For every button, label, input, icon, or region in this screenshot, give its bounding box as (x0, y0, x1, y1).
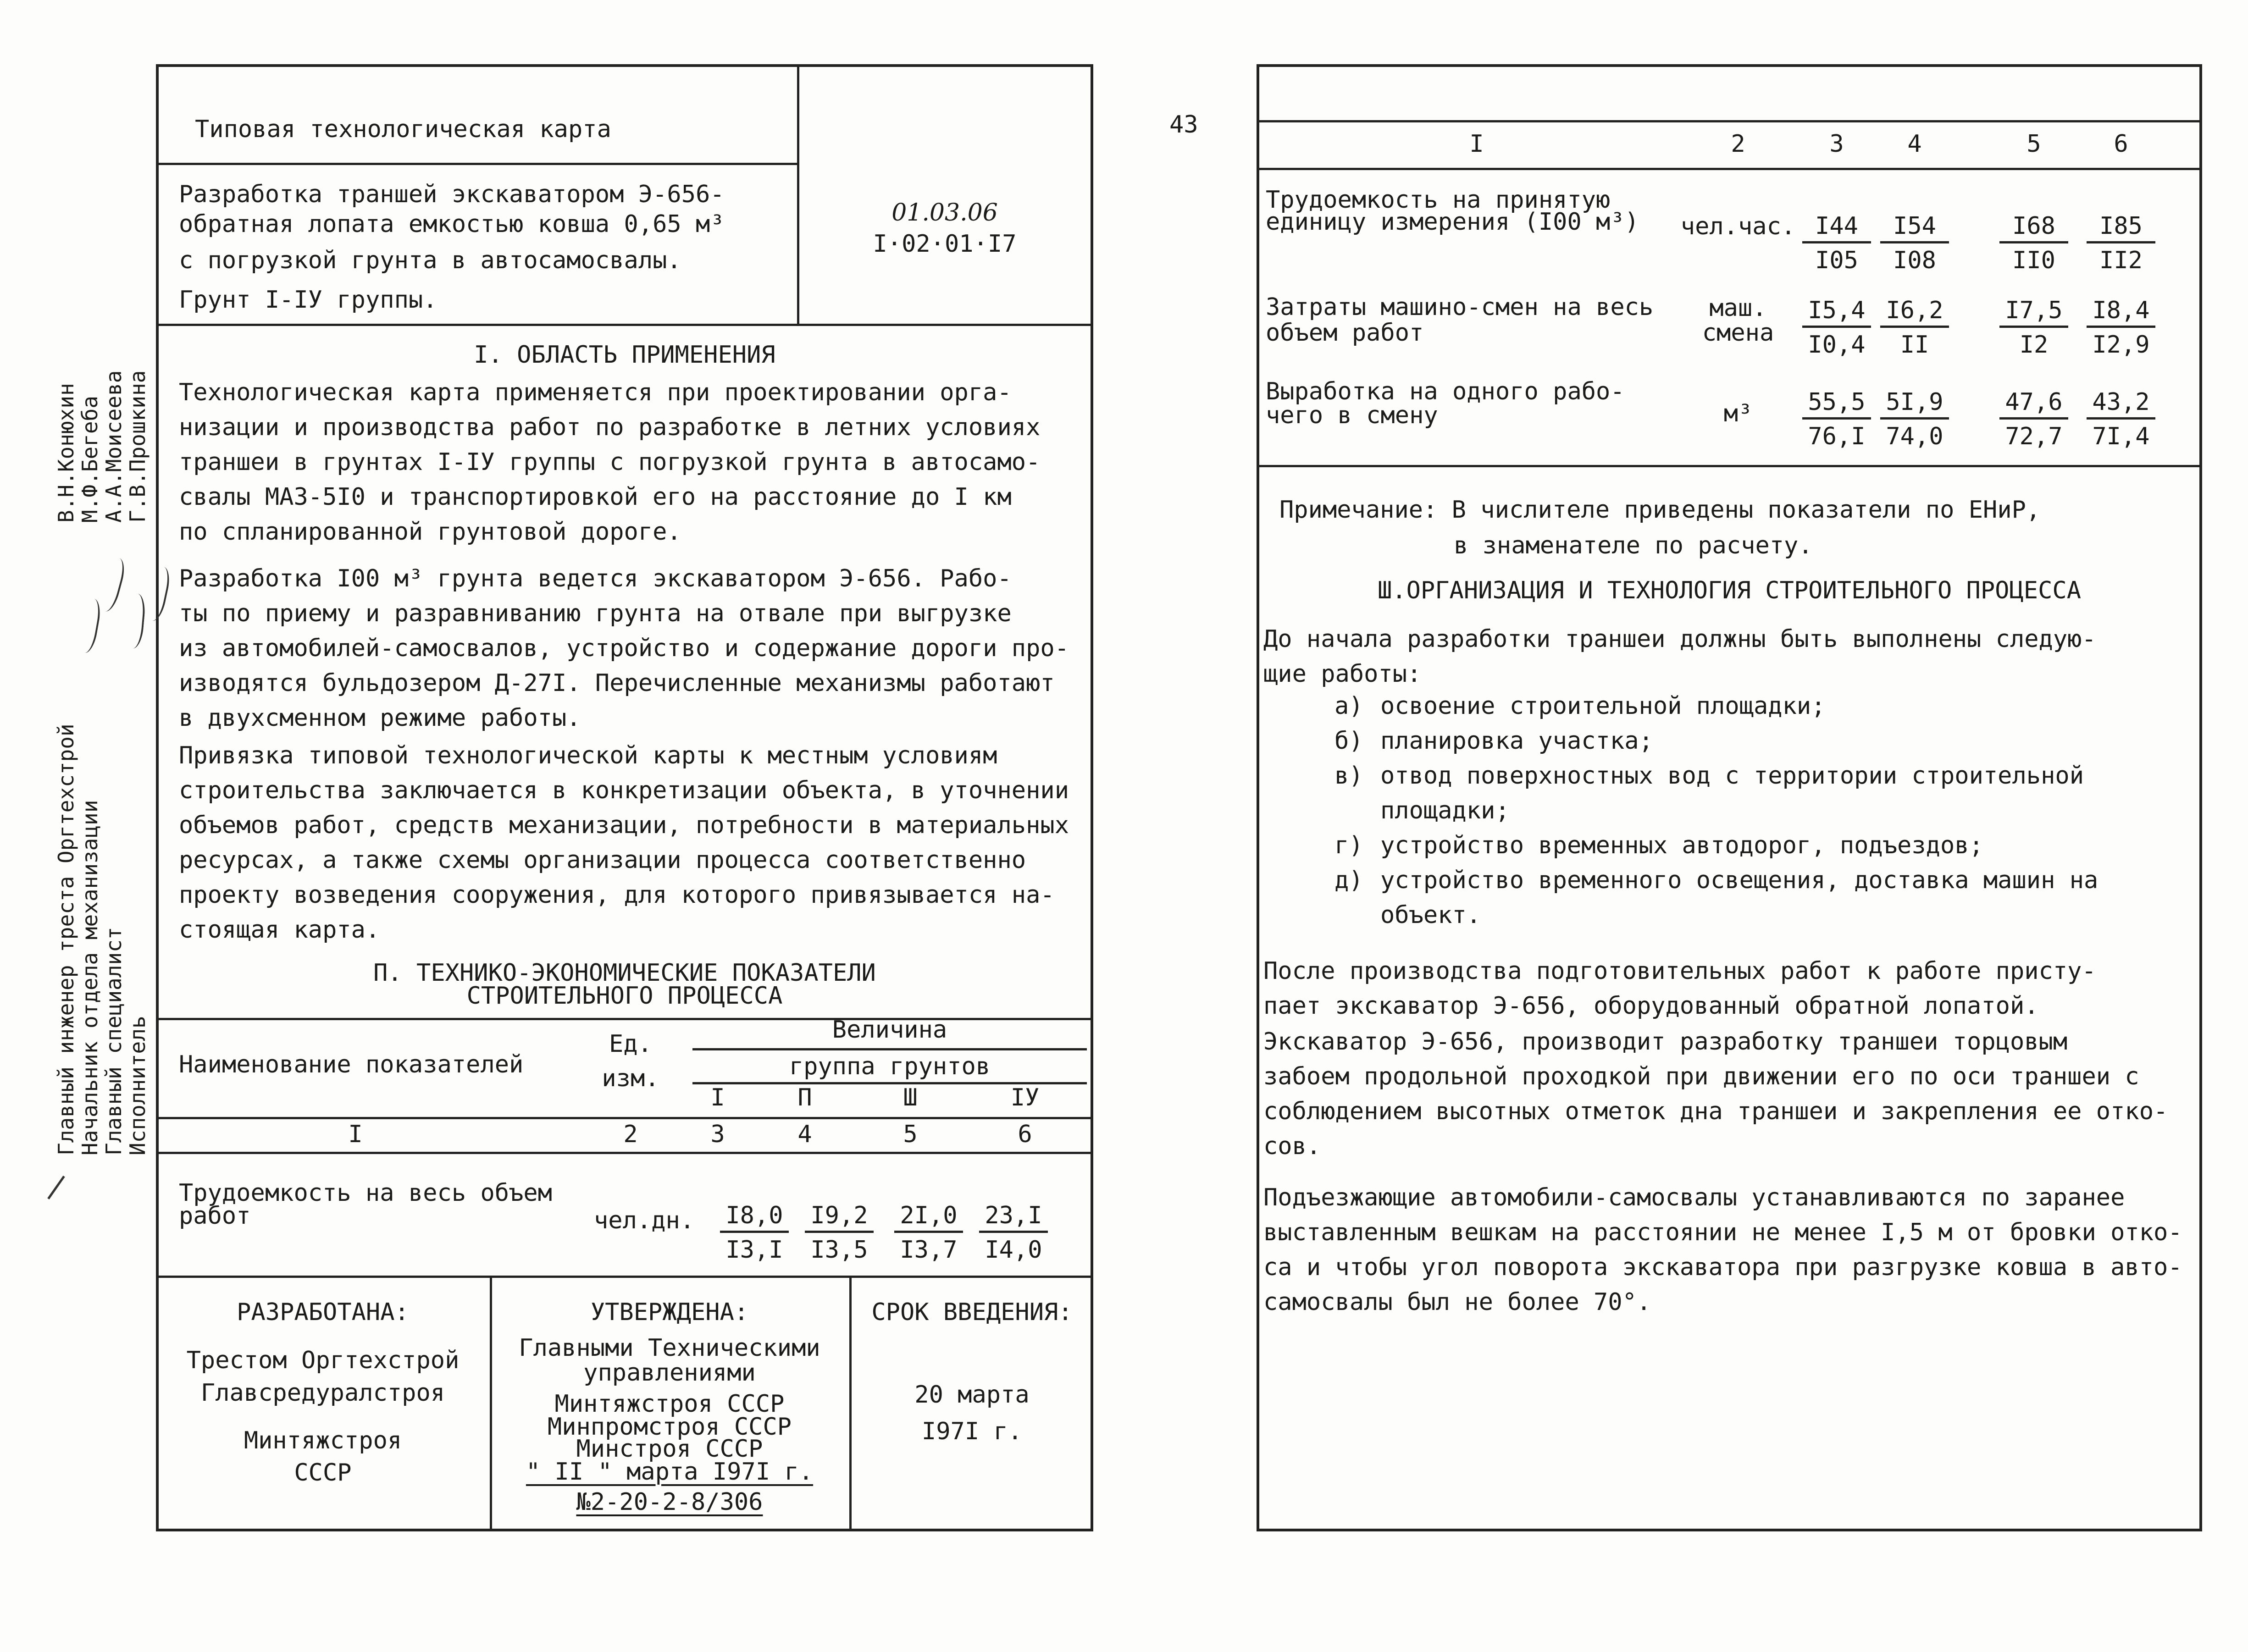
section-1-title: I. ОБЛАСТЬ ПРИМЕНЕНИЯ (474, 341, 775, 369)
list-item-b-mark: б) (1334, 727, 1363, 755)
signature-name-4: Г.В.Прошкина (125, 370, 150, 523)
table-1-col-num-4: 4 (797, 1121, 812, 1148)
table-2-row-2-name-2: объем работ (1266, 319, 1424, 347)
header-divider (797, 64, 799, 326)
approved-number: №2-20-2-8/306 (576, 1488, 763, 1516)
table-1-head-name: Наименование показателей (179, 1051, 524, 1078)
table-2-col-num-6: 6 (2114, 130, 2128, 158)
table-2-row-2-value-3: $\frac{I7,5}{I2}$ (1999, 296, 2068, 359)
section-3-paragraph-3: Подъезжающие автомобили-самосвалы устанавливаются по заранее выставленным вешкам на расстоянии не менее I,5 м от бровки отко- са и чтобы угол поворота экскаватора при разгрузке ковша в авто- самосвалы был не более 70°. (1263, 1184, 2182, 1316)
developed-line-4: СССР (294, 1459, 352, 1486)
signature-role-4: Исполнитель (125, 1016, 150, 1155)
signature-name-3: А.А.Моисеева (101, 370, 126, 523)
table-2-row-1-name-2: единицу измерения (I00 м³) (1266, 208, 1639, 236)
note-line-2: в знаменателе по расчету. (1454, 532, 1813, 559)
table-1-group-3: Ш (903, 1084, 918, 1111)
table-1-col-num-3: 3 (710, 1121, 725, 1148)
table-2-row-2-value-4: $\frac{I8,4}{I2,9}$ (2087, 296, 2155, 359)
approved-line-1: Главными Техническими (519, 1334, 820, 1362)
header-bottom-line (156, 324, 1093, 326)
signature-role-1: Главный инженер треста Оргтехстрой (54, 724, 78, 1155)
table-1-value-group-4: $\frac{23,I}{I4,0}$ (979, 1201, 1048, 1264)
footer-top-line (156, 1276, 1093, 1278)
list-item-d-mark: г) (1334, 832, 1363, 859)
table-2-row-3-name-1: Выработка на одного рабо- (1266, 378, 1625, 405)
table-1-row-name-1: Трудоемкость на весь объем (179, 1179, 552, 1207)
table-2-numbering-top (1257, 120, 2202, 122)
list-item-e: устройство временного освещения, доставка машин на объект. (1380, 867, 2099, 929)
list-item-b: планировка участка; (1380, 727, 1653, 755)
table-1-numbering-top (156, 1117, 1093, 1119)
table-1-head-value: Величина (832, 1016, 947, 1044)
table-1-row-unit: чел.дн. (594, 1207, 695, 1234)
table-1-group-2: П (797, 1084, 812, 1111)
table-2-col-num-1: I (1469, 130, 1484, 158)
table-1-head-group: группа грунтов (789, 1053, 991, 1080)
signature-name-2: М.Ф.Бегеба (78, 396, 102, 523)
table-2-row-2-unit-1: маш. (1709, 294, 1767, 322)
table-1-col-num-2: 2 (623, 1121, 638, 1148)
table-2-row-1-name-1: Трудоемкость на принятую (1266, 186, 1611, 214)
approved-line-3: Минтяжстроя СССР (554, 1390, 785, 1418)
table-2-bottom-line (1257, 465, 2202, 467)
table-1-head-unit-2: изм. (602, 1065, 659, 1092)
list-item-c: отвод поверхностных вод с территории строительной площадки; (1380, 762, 2084, 824)
approved-title: УТВЕРЖДЕНА: (590, 1298, 749, 1326)
table-2-row-3-value-2: $\frac{5I,9}{74,0}$ (1880, 388, 1949, 451)
table-2-row-2-value-1: $\frac{I5,4}{I0,4}$ (1802, 296, 1871, 359)
intro-title: СРОК ВВЕДЕНИЯ: (871, 1298, 1073, 1326)
map-description-line-3: с погрузкой грунта в автосамосвалы. (179, 247, 681, 274)
table-1-group-1: I (710, 1084, 725, 1111)
map-title: Типовая технологическая карта (195, 116, 611, 143)
table-2-col-num-4: 4 (1907, 130, 1922, 158)
signature-role-2: Начальник отдела механизации (78, 800, 102, 1155)
map-description-line-1: Разработка траншей экскаватором Э-656- (179, 181, 725, 208)
table-2-row-1-value-3: $\frac{I68}{II0}$ (1999, 212, 2068, 275)
list-item-d: устройство временных автодорог, подъездов; (1380, 832, 1983, 859)
table-1-col-num-1: I (348, 1121, 363, 1148)
table-1-value-line (692, 1048, 1087, 1050)
table-2-row-1-value-2: $\frac{I54}{I08}$ (1880, 212, 1949, 275)
approved-line-4: Минпромстроя СССР (547, 1413, 792, 1441)
developed-line-1: Трестом Оргтехстрой (186, 1347, 460, 1374)
table-2-row-2-unit-2: смена (1702, 319, 1774, 347)
table-1-value-group-1: $\frac{I8,0}{I3,I}$ (720, 1201, 789, 1264)
map-description-line-2: обратная лопата емкостью ковша 0,65 м³ (179, 210, 725, 238)
signature-role-3: Главный специалист (101, 927, 126, 1155)
developed-line-2: Главсредуралстроя (200, 1379, 445, 1407)
table-1-numbering-bottom (156, 1152, 1093, 1154)
handwritten-signature-3 (120, 592, 146, 649)
table-1-value-group-3: $\frac{2I,0}{I3,7}$ (894, 1201, 963, 1264)
map-description-line-4: Грунт I-IУ группы. (179, 286, 437, 314)
section-2-title-line-2: СТРОИТЕЛЬНОГО ПРОЦЕССА (466, 982, 783, 1010)
table-2-row-3-value-4: $\frac{43,2}{7I,4}$ (2087, 388, 2155, 451)
list-item-a: освоение строительной площадки; (1380, 692, 1826, 720)
developed-line-3: Минтяжстроя (244, 1427, 402, 1454)
section-2-title-line-1: П. ТЕХНИКО-ЭКОНОМИЧЕСКИЕ ПОКАЗАТЕЛИ (373, 959, 876, 987)
handwritten-signature-2 (92, 555, 127, 613)
table-2-col-num-5: 5 (2027, 130, 2041, 158)
map-code: I·02·01·I7 (873, 230, 1017, 258)
list-item-a-mark: а) (1334, 692, 1363, 720)
table-1-head-unit-1: Ед. (609, 1030, 652, 1058)
table-1-row-name-2: работ (179, 1202, 251, 1230)
table-2-col-num-3: 3 (1829, 130, 1844, 158)
table-2-numbering-bottom (1257, 168, 2202, 170)
section-3-paragraph-2: Экскаватор Э-656, производит разработку траншеи торцовым забоем продольной проходкой при движении его по оси траншеи с соблюдением высотных отметок дна траншеи и закрепления ее отко- сов. (1263, 1028, 2168, 1160)
table-2-row-2-name-1: Затраты машино-смен на весь (1266, 293, 1654, 321)
map-code-handwritten: 01.03.06 (891, 199, 998, 227)
section-3-intro: До начала разработки траншеи должны быть выполнены следую- щие работы: (1263, 625, 2096, 688)
note-line-1: Примечание: В числителе приведены показатели по ЕНиР, (1279, 496, 2041, 524)
table-2-col-num-2: 2 (1731, 130, 1745, 158)
table-2-row-1-value-4: $\frac{I85}{II2}$ (2087, 212, 2155, 275)
section-1-paragraph-3: Привязка типовой технологической карты к местным условиям строительства заключается в конкретизации объекта, в уточнении объемов работ, средств механизации, потребности в материальных ресурсах, а также схемы организации процесса соответственно проекту возведения сооружения, для которого привязывается на- стоящая карта. (179, 742, 1069, 944)
table-2-row-3-value-3: $\frac{47,6}{72,7}$ (1999, 388, 2068, 451)
table-1-group-4: IУ (1010, 1084, 1040, 1111)
section-3-paragraph-1: После производства подготовительных работ к работе присту- пает экскаватор Э-656, оборудованный обратной лопатой. (1263, 957, 2096, 1020)
table-2-row-2-value-2: $\frac{I6,2}{II}$ (1880, 296, 1949, 359)
table-2-row-1-value-1: $\frac{I44}{I05}$ (1802, 212, 1871, 275)
approved-line-2: управлениями (583, 1359, 756, 1387)
page-number: 43 (1169, 111, 1198, 138)
intro-line-1: 20 марта (914, 1381, 1030, 1409)
section-1-paragraph-1: Технологическая карта применяется при проектировании орга- низации и производства работ по разработке в летних условиях траншеи в грунтах I-IУ группы с погрузкой грунта в автосамо- свалы МАЗ-5I0 и транспортировкой его на расстояние до I км по спланированной грунтовой дороге. (179, 379, 1041, 546)
approved-line-5: Минстроя СССР (576, 1435, 763, 1463)
table-1-col-num-5: 5 (903, 1121, 918, 1148)
table-1-col-num-6: 6 (1018, 1121, 1032, 1148)
table-2-row-3-value-1: $\frac{55,5}{76,I}$ (1802, 388, 1871, 451)
developed-title: РАЗРАБОТАНА: (237, 1298, 409, 1326)
title-underline (156, 163, 798, 165)
margin-tick-mark (47, 1176, 65, 1199)
section-3-title: Ш.ОРГАНИЗАЦИЯ И ТЕХНОЛОГИЯ СТРОИТЕЛЬНОГО ПРОЦЕССА (1377, 577, 2082, 604)
table-1-value-group-2: $\frac{I9,2}{I3,5}$ (805, 1201, 874, 1264)
approved-date: " II " марта I97I г. (526, 1458, 814, 1486)
signature-name-1: В.Н.Конюхин (54, 383, 78, 523)
table-2-row-1-unit: чел.час. (1680, 213, 1796, 240)
list-item-e-mark: д) (1334, 867, 1363, 894)
intro-line-2: I97I г. (921, 1418, 1023, 1445)
list-item-c-mark: в) (1334, 762, 1363, 790)
table-2-row-3-unit: м³ (1723, 400, 1753, 427)
table-2-row-3-name-2: чего в смену (1266, 402, 1438, 429)
section-1-paragraph-2: Разработка I00 м³ грунта ведется экскаватором Э-656. Рабо- ты по приему и разравниванию грунта на отвале при выгрузке из автомобилей-самосвалов, устройство и содержание дороги про- изводятся бульдозером Д-27I. Перечисленные механизмы работают в двухсменном режиме работы. (179, 565, 1069, 732)
